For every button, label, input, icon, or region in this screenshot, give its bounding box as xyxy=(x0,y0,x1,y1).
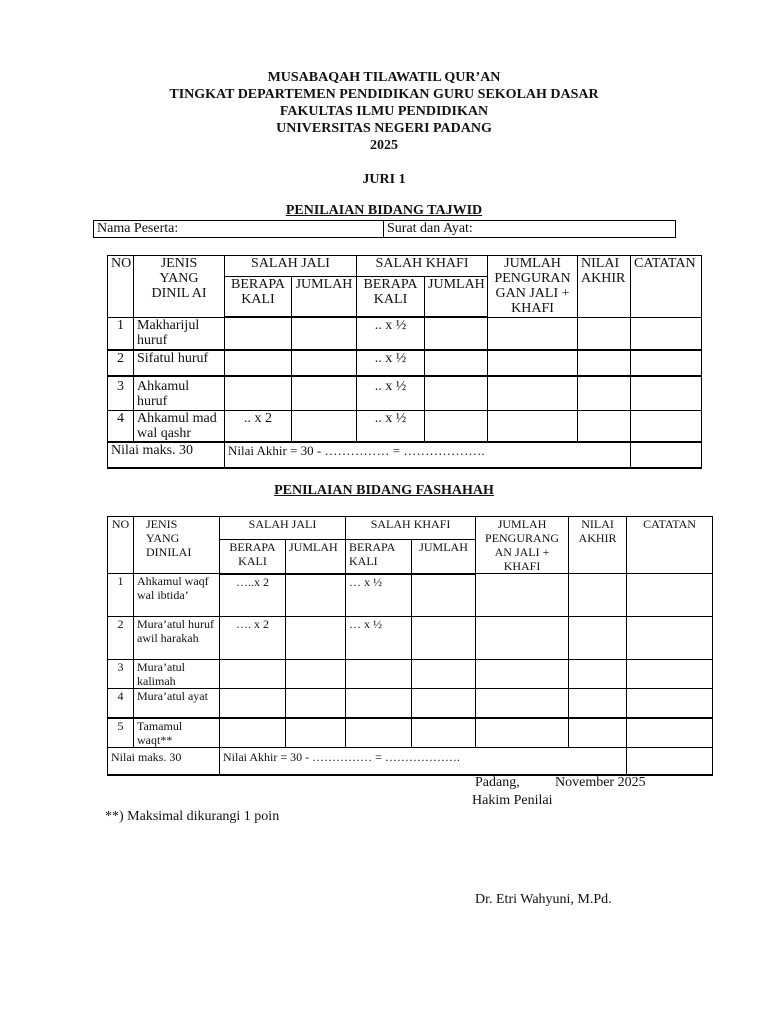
khafi-kali-cell[interactable]: .. x ½ xyxy=(357,317,425,350)
summary-row xyxy=(108,748,713,776)
nilai-akhir-cell[interactable] xyxy=(578,350,631,376)
col-header-catatan: CATATAN xyxy=(631,256,702,318)
jumlah-pengurangan-cell[interactable] xyxy=(476,660,569,689)
nilai-akhir-cell[interactable] xyxy=(578,376,631,411)
signature-place: Padang, xyxy=(475,775,520,790)
jali-kali-cell[interactable] xyxy=(225,376,292,411)
nilai-akhir-cell[interactable] xyxy=(569,617,627,660)
summary-catatan-cell[interactable] xyxy=(631,442,702,468)
col-header-khafi-berapa-kali: BERAPA KALI xyxy=(346,540,412,574)
row-no: 1 xyxy=(108,574,134,617)
row-jenis: Sifatul huruf xyxy=(134,350,225,376)
col-header-jali-berapa-kali: BERAPA KALI xyxy=(220,540,286,574)
table-row xyxy=(108,718,713,748)
nilai-akhir-cell[interactable] xyxy=(578,317,631,350)
row-jenis: Ahkamul mad wal qashr xyxy=(134,410,225,442)
col-header-jali-jumlah: JUMLAH xyxy=(292,277,357,318)
khafi-jumlah-cell[interactable] xyxy=(412,660,476,689)
jali-kali-cell[interactable]: .. x 2 xyxy=(225,410,292,442)
participant-info-table xyxy=(93,220,676,238)
title-line-4: UNIVERSITAS NEGERI PADANG xyxy=(276,121,492,136)
col-header-khafi-jumlah: JUMLAH xyxy=(425,277,488,318)
jali-kali-cell[interactable]: …..x 2 xyxy=(220,574,286,617)
jali-jumlah-cell[interactable] xyxy=(292,410,357,442)
jali-kali-cell[interactable] xyxy=(220,718,286,748)
jali-kali-cell[interactable]: …. x 2 xyxy=(220,617,286,660)
col-header-salah-jali: SALAH JALI xyxy=(225,256,357,277)
jali-kali-cell[interactable] xyxy=(220,660,286,689)
jali-jumlah-cell[interactable] xyxy=(292,350,357,376)
col-header-salah-khafi: SALAH KHAFI xyxy=(357,256,488,277)
tajwid-table xyxy=(107,255,702,469)
catatan-cell[interactable] xyxy=(631,410,702,442)
row-no: 4 xyxy=(108,410,134,442)
col-header-khafi-jumlah: JUMLAH xyxy=(412,540,476,574)
summary-row xyxy=(108,442,702,468)
row-no: 2 xyxy=(108,617,134,660)
khafi-jumlah-cell[interactable] xyxy=(412,574,476,617)
row-no: 5 xyxy=(108,718,134,748)
khafi-jumlah-cell[interactable] xyxy=(412,617,476,660)
title-line-3: FAKULTAS ILMU PENDIDIKAN xyxy=(279,104,489,119)
jumlah-pengurangan-cell[interactable] xyxy=(488,350,578,376)
row-no: 4 xyxy=(108,689,134,719)
nilai-maks-label: Nilai maks. 30 xyxy=(108,442,225,468)
row-jenis: Ahkamul huruf xyxy=(134,376,225,411)
col-header-jumlah-pengurangan: JUMLAH PENGURAN GAN JALI + KHAFI xyxy=(488,256,578,318)
khafi-kali-cell[interactable]: .. x ½ xyxy=(357,350,425,376)
khafi-kali-cell[interactable] xyxy=(346,718,412,748)
col-header-salah-khafi: SALAH KHAFI xyxy=(346,517,476,540)
catatan-cell[interactable] xyxy=(627,574,713,617)
nilai-akhir-cell[interactable] xyxy=(569,574,627,617)
tajwid-title: PENILAIAN BIDANG TAJWID xyxy=(285,203,483,218)
fashahah-table xyxy=(107,516,713,776)
signature-date: November 2025 xyxy=(555,775,646,790)
khafi-kali-cell[interactable]: … x ½ xyxy=(346,574,412,617)
jali-jumlah-cell[interactable] xyxy=(286,660,346,689)
summary-catatan-cell[interactable] xyxy=(627,748,713,776)
jumlah-pengurangan-cell[interactable] xyxy=(488,376,578,411)
row-no: 3 xyxy=(108,660,134,689)
jali-jumlah-cell[interactable] xyxy=(286,718,346,748)
nilai-akhir-cell[interactable] xyxy=(569,689,627,719)
table-row xyxy=(108,350,702,376)
row-jenis: Tamamul waqt** xyxy=(134,718,220,748)
title-line-2: TINGKAT DEPARTEMEN PENDIDIKAN GURU SEKOLAH DASAR xyxy=(169,87,599,102)
jumlah-pengurangan-cell[interactable] xyxy=(488,317,578,350)
jumlah-pengurangan-cell[interactable] xyxy=(476,718,569,748)
khafi-jumlah-cell[interactable] xyxy=(425,350,488,376)
khafi-jumlah-cell[interactable] xyxy=(425,317,488,350)
col-header-jenis: JENIS YANG DINIL AI xyxy=(134,256,225,318)
catatan-cell[interactable] xyxy=(631,350,702,376)
signer-name: Dr. Etri Wahyuni, M.Pd. xyxy=(475,892,612,907)
row-jenis: Mura’atul kalimah xyxy=(134,660,220,689)
nama-peserta-field[interactable]: Nama Peserta: xyxy=(94,221,384,238)
row-jenis: Ahkamul waqf wal ibtida’ xyxy=(134,574,220,617)
col-header-nilai-akhir: NILAI AKHIR xyxy=(578,256,631,318)
jumlah-pengurangan-cell[interactable] xyxy=(476,617,569,660)
catatan-cell[interactable] xyxy=(631,317,702,350)
nilai-akhir-cell[interactable] xyxy=(569,718,627,748)
table-row xyxy=(108,660,713,689)
nilai-akhir-formula[interactable]: Nilai Akhir = 30 - …………… = ………………. xyxy=(225,442,631,468)
jali-jumlah-cell[interactable] xyxy=(292,376,357,411)
col-header-jali-jumlah: JUMLAH xyxy=(286,540,346,574)
title-year: 2025 xyxy=(370,138,398,153)
col-header-no: NO xyxy=(108,256,134,318)
jumlah-pengurangan-cell[interactable] xyxy=(476,574,569,617)
surat-ayat-field[interactable]: Surat dan Ayat: xyxy=(384,221,676,238)
table-row xyxy=(108,689,713,719)
nilai-akhir-formula[interactable]: Nilai Akhir = 30 - …………… = ………………. xyxy=(220,748,627,776)
nilai-akhir-cell[interactable] xyxy=(578,410,631,442)
jali-jumlah-cell[interactable] xyxy=(292,317,357,350)
col-header-catatan: CATATAN xyxy=(627,517,713,574)
khafi-jumlah-cell[interactable] xyxy=(412,718,476,748)
table-row xyxy=(108,317,702,350)
signature-role: Hakim Penilai xyxy=(472,793,553,808)
table-row xyxy=(108,617,713,660)
jumlah-pengurangan-cell[interactable] xyxy=(488,410,578,442)
catatan-cell[interactable] xyxy=(627,660,713,689)
title-line-1: MUSABAQAH TILAWATIL QUR’AN xyxy=(267,70,501,85)
col-header-khafi-berapa-kali: BERAPA KALI xyxy=(357,277,425,318)
khafi-kali-cell[interactable] xyxy=(346,689,412,719)
khafi-kali-cell[interactable]: … x ½ xyxy=(346,617,412,660)
row-no: 2 xyxy=(108,350,134,376)
jumlah-pengurangan-cell[interactable] xyxy=(476,689,569,719)
col-header-jali-berapa-kali: BERAPA KALI xyxy=(225,277,292,318)
jali-kali-cell[interactable] xyxy=(225,317,292,350)
footnote: **) Maksimal dikurangi 1 poin xyxy=(105,809,280,824)
row-no: 3 xyxy=(108,376,134,411)
catatan-cell[interactable] xyxy=(627,689,713,719)
catatan-cell[interactable] xyxy=(627,718,713,748)
table-row xyxy=(108,376,702,411)
col-header-nilai-akhir: NILAI AKHIR xyxy=(569,517,627,574)
khafi-jumlah-cell[interactable] xyxy=(425,410,488,442)
khafi-jumlah-cell[interactable] xyxy=(412,689,476,719)
nilai-akhir-cell[interactable] xyxy=(569,660,627,689)
row-jenis: Mura’atul ayat xyxy=(134,689,220,719)
khafi-kali-cell[interactable]: .. x ½ xyxy=(357,376,425,411)
catatan-cell[interactable] xyxy=(631,376,702,411)
col-header-jumlah-pengurangan: JUMLAH PENGURANG AN JALI + KHAFI xyxy=(476,517,569,574)
col-header-no: NO xyxy=(108,517,134,574)
jali-kali-cell[interactable] xyxy=(225,350,292,376)
row-no: 1 xyxy=(108,317,134,350)
table-row xyxy=(108,574,713,617)
fashahah-title: PENILAIAN BIDANG FASHAHAH xyxy=(274,483,494,498)
col-header-jenis: JENIS YANG DINILAI xyxy=(134,517,220,574)
catatan-cell[interactable] xyxy=(627,617,713,660)
juri-label: JURI 1 xyxy=(362,172,406,187)
jali-jumlah-cell[interactable] xyxy=(286,689,346,719)
table-row xyxy=(108,410,702,442)
jali-kali-cell[interactable] xyxy=(220,689,286,719)
col-header-salah-jali: SALAH JALI xyxy=(220,517,346,540)
jali-jumlah-cell[interactable] xyxy=(286,617,346,660)
khafi-kali-cell[interactable] xyxy=(346,660,412,689)
khafi-kali-cell[interactable]: .. x ½ xyxy=(357,410,425,442)
jali-jumlah-cell[interactable] xyxy=(286,574,346,617)
khafi-jumlah-cell[interactable] xyxy=(425,376,488,411)
row-jenis: Makharijul huruf xyxy=(134,317,225,350)
row-jenis: Mura’atul huruf awil harakah xyxy=(134,617,220,660)
nilai-maks-label: Nilai maks. 30 xyxy=(108,748,220,776)
